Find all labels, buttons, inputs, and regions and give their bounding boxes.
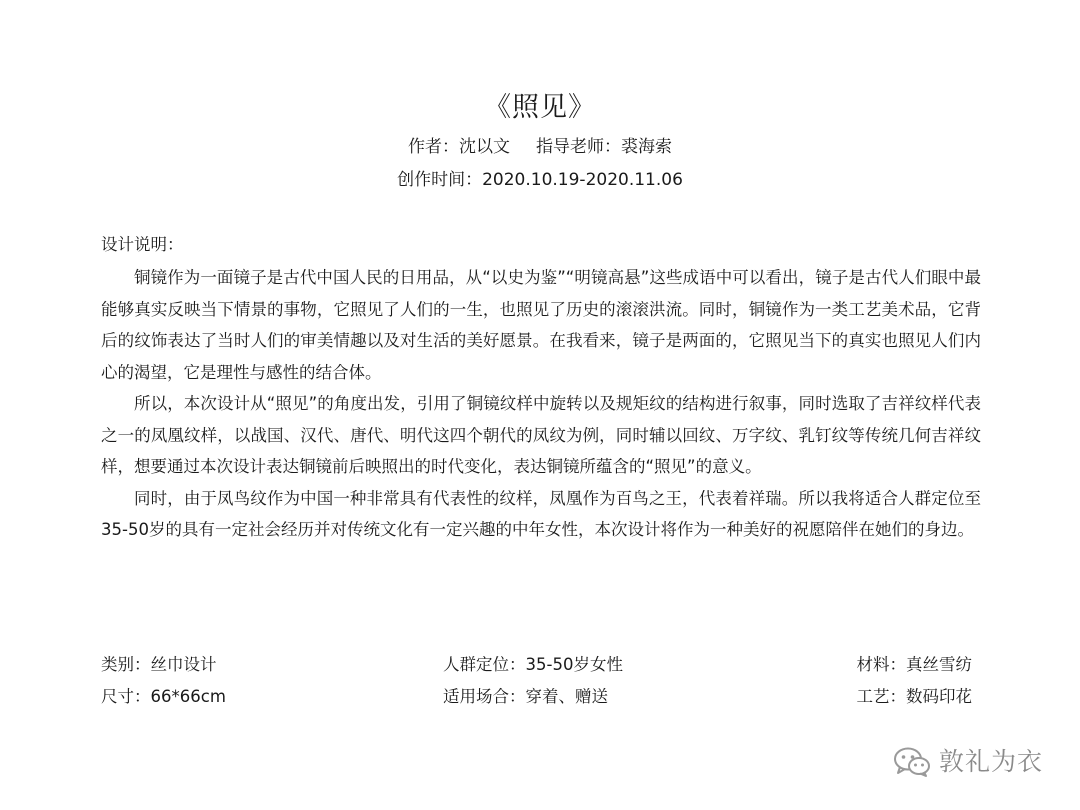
wechat-icon (893, 746, 931, 778)
document-title: 《照见》 (484, 92, 596, 123)
author: 作者：沈以文 (408, 137, 510, 157)
advisor: 指导老师：裘海索 (536, 137, 672, 157)
spec-occasion: 适用场合：穿着、赠送 (443, 687, 608, 706)
spec-row (101, 684, 972, 710)
credits-line (0, 134, 1080, 160)
creation-period: 创作时间：2020.10.19-2020.11.06 (397, 170, 683, 190)
spec-craft: 工艺：数码印花 (856, 687, 972, 706)
spec-size: 尺寸：66*66cm (101, 687, 226, 706)
spec-row (101, 652, 972, 678)
spec-material: 材料：真丝雪纺 (856, 655, 972, 674)
spec-audience: 人群定位：35-50岁女性 (443, 655, 623, 674)
paragraph: 所以，本次设计从“照见”的角度出发，引用了铜镜纹样中旋转以及规矩纹的结构进行叙事，同时选取了吉祥纹样代表之一的凤凰纹样，以战国、汉代、唐代、明代这四个朝代的凤纹为例，同时辅以回纹、万字纹、乳钉纹等传统几何吉祥纹样，想要通过本次设计表达铜镜前后映照出的时代变化，表达铜镜所蕴含的“照见”的意义。 (101, 394, 981, 476)
watermark (893, 740, 1043, 784)
paragraph: 同时，由于凤鸟纹作为中国一种非常具有代表性的纹样，凤凰作为百鸟之王，代表着祥瑞。所以我将适合人群定位至35-50岁的具有一定社会经历并对传统文化有一定兴趣的中年女性，本次设计将作为一种美好的祝愿陪伴在她们的身边。 (101, 488, 981, 539)
watermark-text: 敦礼为衣 (939, 747, 1044, 776)
spec-category: 类别：丝巾设计 (101, 655, 217, 674)
section-label: 设计说明： (101, 235, 184, 254)
design-description (101, 262, 981, 546)
paragraph: 铜镜作为一面镜子是古代中国人民的日用品，从“以史为鉴”“明镜高悬”这些成语中可以看出，镜子是古代人们眼中最能够真实反映当下情景的事物，它照见了人们的一生，也照见了历史的滚滚洪流。同时，铜镜作为一类工艺美术品，它背后的纹饰表达了当时人们的审美情趣以及对生活的美好愿景。在我看来，镜子是两面的，它照见当下的真实也照见人们内心的渴望，它是理性与感性的结合体。 (101, 268, 981, 382)
